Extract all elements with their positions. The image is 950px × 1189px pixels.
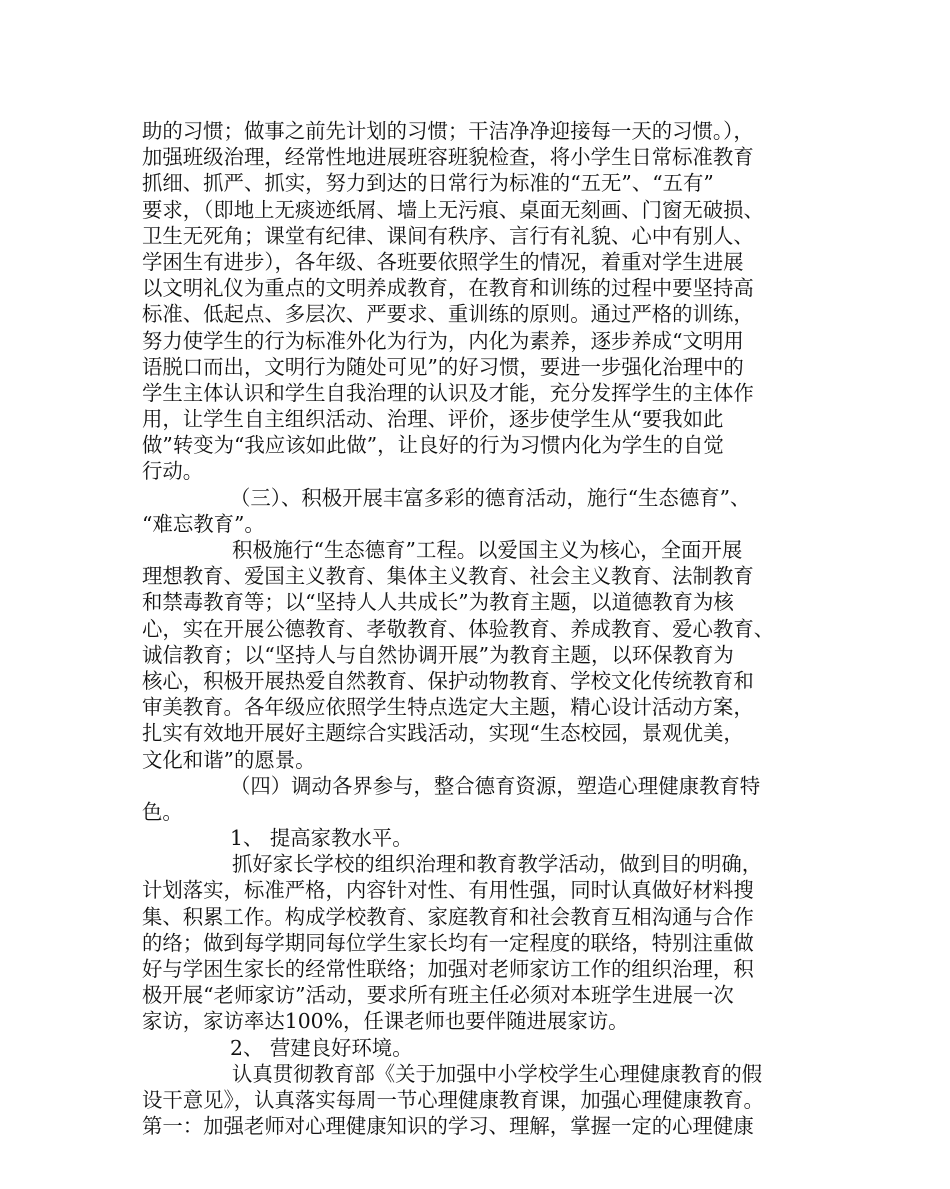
text-line: 诚信教育；以“坚持人与自然协调开展”为教育主题，以环保教育为	[142, 642, 734, 667]
text-line: 核心，积极开展热爱自然教育、保护动物教育、学校文化传统教育和	[142, 668, 754, 693]
section-heading-four-continued: 色。	[142, 799, 183, 824]
subsection-heading-one: 1、 提高家教水平。	[230, 826, 413, 851]
text-line: 抓细、抓严、抓实，努力到达的日常行为标准的“五无”、“五有”	[142, 171, 714, 196]
text-line: 审美教育。各年级应依照学生特点选定大主题，精心设计活动方案，	[142, 695, 754, 720]
text-line: 标准、低起点、多层次、严要求、重训练的原则。通过严格的训练，	[142, 302, 754, 327]
text-line: 助的习惯；做事之前先计划的习惯；干洁净净迎接每一天的习惯。），	[142, 119, 754, 143]
text-line: 计划落实，标准严格，内容针对性、有用性强，同时认真做好材料搜	[142, 878, 754, 903]
text-line: 做”转变为“我应该如此做”，让良好的行为习惯内化为学生的自觉	[142, 433, 724, 458]
body-text	[142, 118, 830, 1139]
text-line: 语脱口而出，文明行为随处可见”的好习惯，要进一步强化治理中的	[142, 354, 744, 379]
paragraph-start: 抓好家长学校的组织治理和教育教学活动，做到目的明确，	[232, 852, 763, 877]
text-line: 用，让学生自主组织活动、治理、评价，逐步使学生从“要我如此	[142, 407, 724, 432]
text-line: 文化和谐”的愿景。	[142, 747, 316, 772]
text-line: 努力使学生的行为标准外化为行为，内化为素养，逐步养成“文明用	[142, 328, 744, 353]
text-line: 学困生有进步），各年级、各班要依照学生的情况，着重对学生进展	[142, 249, 744, 274]
text-line: 的络；做到每学期同每位学生家长均有一定程度的联络，特别注重做	[142, 930, 754, 955]
paragraph-start: 认真贯彻教育部《关于加强中小学校学生心理健康教育的假	[232, 1061, 763, 1086]
text-line: 设干意见》，认真落实每周一节心理健康教育课，加强心理健康教育。	[142, 1087, 764, 1112]
text-line: 好与学困生家长的经常性联络；加强对老师家访工作的组织治理，积	[142, 957, 754, 981]
text-line: 和禁毒教育等；以“坚持人人共成长”为教育主题，以道德教育为核	[142, 590, 734, 615]
text-line: 要求，（即地上无痰迹纸屑、墙上无污痕、桌面无刻画、门窗无破损、	[142, 197, 764, 222]
text-line: 扎实有效地开展好主题综合实践活动，实现“生态校园，景观优美，	[142, 721, 744, 746]
text-line: 以文明礼仪为重点的文明养成教育，在教育和训练的过程中要坚持高	[142, 276, 754, 301]
section-heading-three: （三）、积极开展丰富多彩的德育活动，施行“生态德育”、	[230, 485, 751, 510]
text-line: 心，实在开展公德教育、孝敬教育、体验教育、养成教育、爱心教育、	[142, 616, 775, 641]
section-heading-three-continued: “难忘教育”。	[142, 511, 265, 536]
subsection-heading-two: 2、 营建良好环境。	[230, 1035, 413, 1060]
text-line: 加强班级治理，经常性地进展班容班貌检查，将小学生日常标准教育	[142, 145, 754, 170]
text-line: 行动。	[142, 459, 204, 484]
text-line: 家访，家访率达100%，任课老师也要伴随进展家访。	[142, 1009, 629, 1034]
paragraph-start: 积极施行“生态德育”工程。以爱国主义为核心，全面开展	[232, 538, 743, 562]
section-heading-four: （四）调动各界参与，整合德育资源，塑造心理健康教育特	[230, 773, 761, 798]
text-line: 学生主体认识和学生自我治理的认识及才能，充分发挥学生的主体作	[142, 380, 754, 405]
text-line: 极开展“老师家访”活动，要求所有班主任必须对本班学生进展一次	[142, 983, 734, 1008]
text-line: 集、积累工作。构成学校教育、家庭教育和社会教育互相沟通与合作	[142, 904, 754, 929]
text-line: 第一：加强老师对心理健康知识的学习、理解，掌握一定的心理健康	[142, 1114, 754, 1139]
text-line: 理想教育、爱国主义教育、集体主义教育、社会主义教育、法制教育	[142, 564, 754, 589]
text-line: 卫生无死角；课堂有纪律、课间有秩序、言行有礼貌、心中有别人、	[142, 223, 754, 248]
